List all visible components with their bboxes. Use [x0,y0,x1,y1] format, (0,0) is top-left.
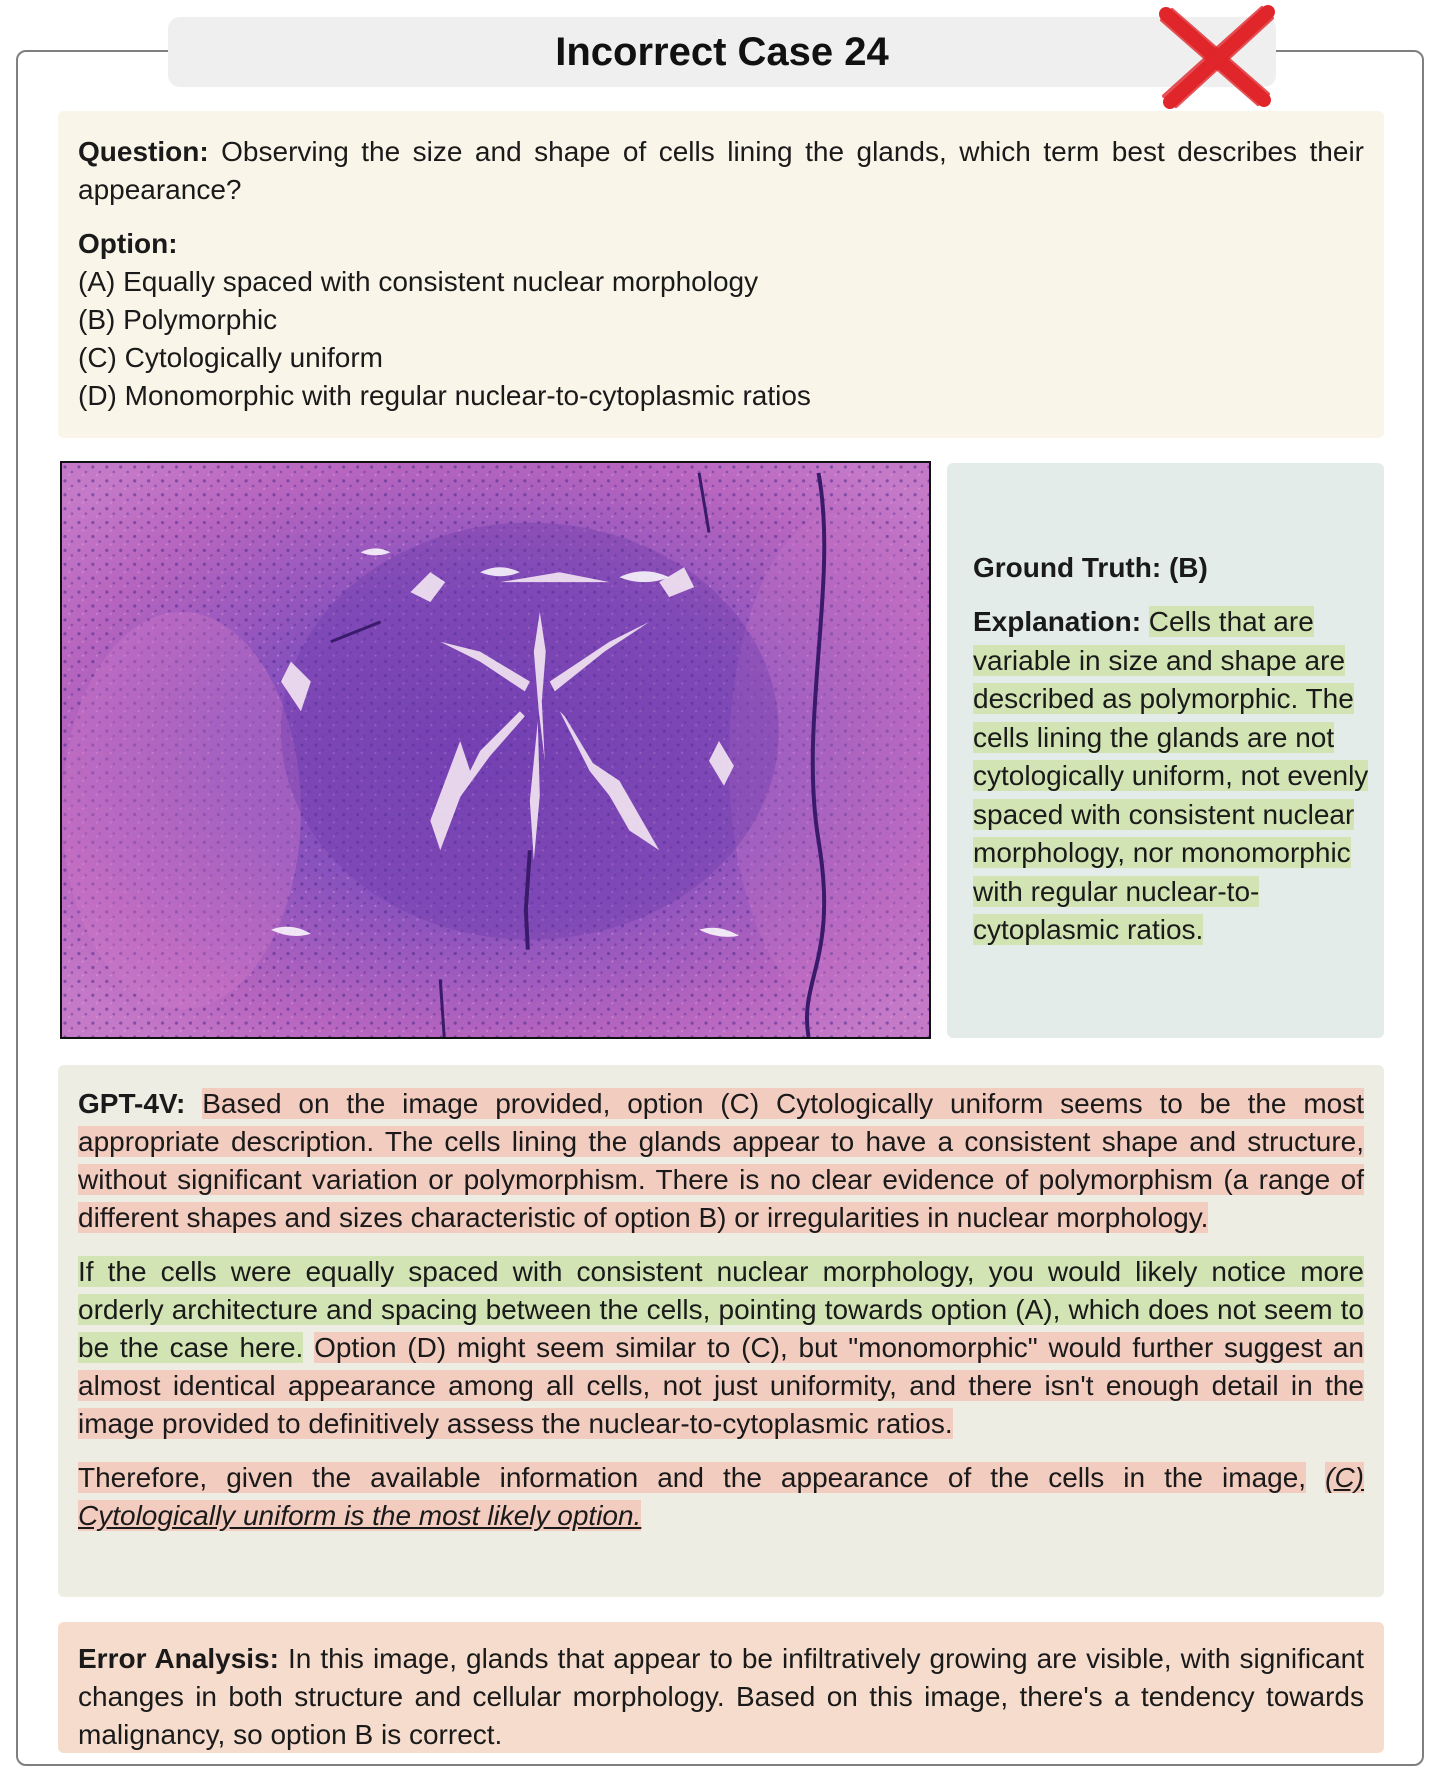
gpt-conclusion: (C) Cytologically uniform is the most likely option. [78,1462,1365,1531]
error-analysis-text: In this image, glands that appear to be infiltratively growing are visible, with significant changes in both structure and cellular morphology. Based on this image, there's a tendency towards malignancy, so option B is correct. [78,1643,1364,1750]
gpt-p2-red-text: Option (D) might seem similar to (C), but "monomorphic" would further suggest an almost identical appearance among all cells, not just uniformity, and there isn't enough detail in the image provided to definitively assess the nuclear-to-cytoplasmic ratios. [78,1332,1365,1439]
gpt-answer-box [58,1065,1384,1597]
question-text: Observing the size and shape of cells lining the glands, which term best describes their appearance? [78,136,1365,205]
question-label: Question: [78,136,209,167]
histology-image [60,461,931,1039]
option-b: (B) Polymorphic [78,304,278,335]
option-a: (A) Equally spaced with consistent nuclear morphology [78,266,759,297]
gpt-label: GPT-4V: [78,1088,186,1119]
gpt-p2-green-text: If the cells were equally spaced with consistent nuclear morphology, you would likely notice more orderly architecture and spacing between the cells, pointing towards option (A), which does not seem to be the case here. [78,1256,1364,1363]
error-analysis [78,1640,1364,1754]
gpt-p1-text: Based on the image provided, option (C) Cytologically uniform seems to be the most appropriate description. The cells lining the glands appear to have a consistent shape and structure, without significant variation or polymorphism. There is no clear evidence of polymorphism (a range of different shapes and sizes characteristic of option B) or irregularities in nuclear morphology. [78,1088,1364,1233]
option-d: (D) Monomorphic with regular nuclear-to-cytoplasmic ratios [78,380,811,411]
ground-truth-label: Ground Truth: (B) [973,552,1208,583]
question [78,133,1364,209]
case-title: Incorrect Case 24 [168,17,1276,87]
gpt-p3-text: Therefore, given the available information and the appearance of the cells in the image, [78,1462,1307,1493]
explanation-text: Cells that are variable in size and shape are described as polymorphic. The cells lining the glands are not cytologically uniform, not evenly spaced with consistent nuclear morphology, nor monomorphic with regular nuclear-to-cytoplasmic ratios. [973,606,1369,945]
option-c: (C) Cytologically uniform [78,342,383,373]
error-analysis-box [58,1622,1384,1753]
explanation [973,603,1373,950]
ground-truth-box [947,463,1384,1038]
question-box [58,111,1384,438]
explanation-label: Explanation: [973,606,1142,637]
options-label: Option: [78,228,178,259]
error-analysis-label: Error Analysis: [78,1643,279,1674]
red-x-icon [1152,4,1280,112]
gpt-paragraph-2 [78,1253,1364,1443]
gpt-paragraph-3 [78,1459,1364,1535]
gpt-paragraph-1 [78,1085,1364,1237]
